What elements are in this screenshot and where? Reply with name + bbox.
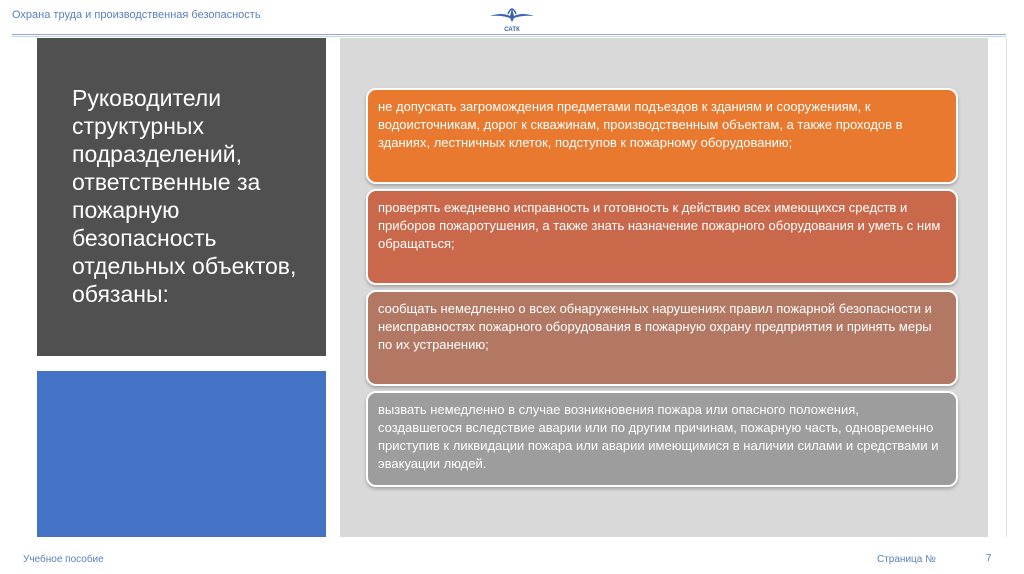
page-number: 7	[986, 553, 992, 564]
duty-text: проверять ежедневно исправность и готовность к действию всех имеющихся средств и приборов пожаротушения, а также знать назначение пожарного оборудования и уметь с ним обращаться;	[378, 200, 941, 251]
duty-item-2	[366, 189, 958, 285]
duty-item-4	[366, 391, 958, 487]
page-label: Страница №	[877, 554, 936, 565]
section-heading: Руководители структурных подразделений, ответственные за пожарную безопасность отдельных объектов, обязаны:	[72, 85, 297, 307]
logo-text: САТК	[504, 27, 520, 33]
duty-item-3	[366, 290, 958, 386]
logo-icon	[486, 2, 538, 34]
duty-text: не допускать загромождения предметами подъездов к зданиям и сооружениям, к водоисточникам, дорог к скважинам, производственным объектам, а также проходов в зданиях, лестничных клеток, подступов к пожарному оборудованию;	[378, 99, 903, 150]
header-divider	[12, 34, 1006, 35]
duty-item-1	[366, 88, 958, 184]
header-title: Охрана труда и производственная безопасность	[12, 9, 261, 21]
duty-text: сообщать немедленно о всех обнаруженных нарушениях правил пожарной безопасности и неисправностях пожарного оборудования в пожарную охрану предприятия и принять меры по их устранению;	[378, 301, 932, 352]
accent-panel	[37, 371, 326, 537]
footer-label: Учебное пособие	[23, 554, 104, 565]
header-divider-secondary	[12, 36, 1006, 37]
right-border	[1006, 38, 1007, 537]
duty-text: вызвать немедленно в случае возникновения пожара или опасного положения, создавшегося вследствие аварии или по другим причинам, пожарную часть, одновременно приступив к ликвидации пожара или аварии имеющимися в наличии силами и средствами и эвакуации людей.	[378, 402, 939, 471]
